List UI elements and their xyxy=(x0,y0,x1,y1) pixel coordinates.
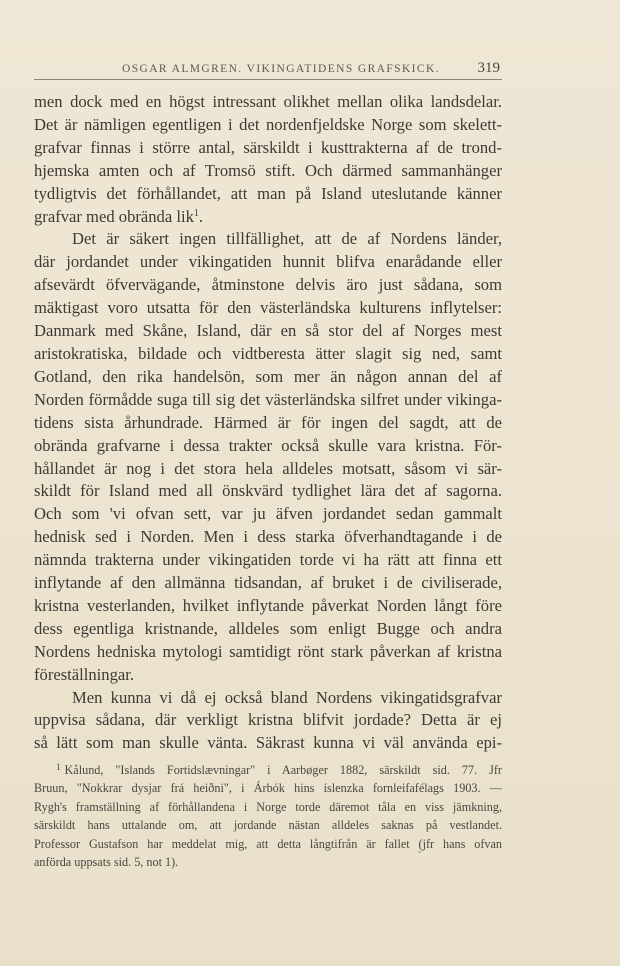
text-line: Och som 'vi ofvan sett, var ju äfven jordandet sedan gammalt xyxy=(34,504,502,524)
footnotes xyxy=(34,758,502,871)
text-line: hållandet är nog i det stora hela alldeles motsatt, såsom vi sär- xyxy=(34,458,502,478)
text-line: men dock med en högst intressant olikhet mellan olika landsdelar. xyxy=(34,92,502,111)
footnote-line: Rygh's framställning af förhållandena i Norge torde däremot tåla en viss jämkning, xyxy=(34,799,502,814)
footnote-line-content: Kålund, "Islands Fortidslævningar" i Aarbøger 1882, särskildt sid. 77. Jfr xyxy=(64,763,502,777)
text-line: tidens sista århundrade. Härmed är för ingen del sagdt, att de xyxy=(34,412,502,432)
text-line: så lätt som man skulle vänta. Säkrast kunna vi väl använda epi- xyxy=(34,733,502,753)
text-line-content: grafvar med obrända lik xyxy=(34,206,194,226)
text-line: obrända grafvarne i dessa trakter också skulle vara kristna. För- xyxy=(34,435,502,455)
footnote-number: 1 xyxy=(56,762,61,772)
text-line: afsevärdt öfvervägande, åtminstone delvis äro just sådana, som xyxy=(34,275,502,295)
page-header xyxy=(34,60,502,80)
footnote-reference-tail: . xyxy=(198,206,204,226)
text-line: hednisk sed i Norden. Men i dess starka öfverhandtagande i de xyxy=(34,527,502,547)
text-line: kristna vesterlanden, hvilket inflytande påverkat Norden långt före xyxy=(34,595,502,615)
running-head: OSGAR ALMGREN. VIKINGATIDENS GRAFSKICK. xyxy=(122,63,440,75)
text-line: grafvar finnas i större antal, särskildt i kusttrakterna af de trond- xyxy=(34,137,502,157)
text-line: Nordens hedniska mytologi samtidigt rönt stark påverkan af kristna xyxy=(34,641,502,661)
text-line: Norden förmådde suga till sig det västerländska silfret under vikinga- xyxy=(34,389,502,409)
text-line: dess egentliga kristnande, alldeles som enligt Bugge och andra xyxy=(34,618,502,638)
text-line: nämnda trakterna under vikingatiden torde vi ha rätt att finna ett xyxy=(34,550,502,570)
text-line: skildt för Island med all önskvärd tydlighet lära det af sagorna. xyxy=(34,481,502,501)
footnote-line: Professor Gustafson har meddelat mig, att detta långtifrån är fallet (jfr hans ofvan xyxy=(34,836,502,851)
footnote-line: anförda uppsats sid. 5, not 1). xyxy=(34,855,179,870)
text-line: aristokratiska, bildade och vidtberesta ätter slagit sig ned, samt xyxy=(34,343,502,363)
text-line: föreställningar. xyxy=(34,664,134,684)
body-text xyxy=(34,91,502,755)
footnote-line: särskildt hans uttalande om, att jordande nästan alldeles saknas på vestlandet. xyxy=(34,818,502,833)
text-line: inflytande af den allmänna tidsandan, af bruket i de civiliserade, xyxy=(34,573,502,593)
page-number: 319 xyxy=(477,60,500,76)
header-rule xyxy=(34,79,502,80)
text-line: tydligtvis det förhållandet, att man på Island uteslutande känner xyxy=(34,183,502,203)
paper-speck xyxy=(418,851,421,853)
text-line: där jordandet under vikingatiden hunnit blifva enarådande eller xyxy=(34,252,502,272)
footnote-line xyxy=(34,758,502,779)
text-line: Men kunna vi då ej också bland Nordens vikingatidsgrafvar xyxy=(72,687,502,707)
footnote-reference: 1 xyxy=(193,207,199,219)
text-line: Det är säkert ingen tillfällighet, att de af Nordens länder, xyxy=(72,229,502,249)
text-line: uppvisa sådana, där verkligt kristna blifvit jordade? Detta är ej xyxy=(34,710,502,730)
text-line xyxy=(34,206,502,229)
text-line: Gotland, den rika handelsön, som mer än någon annan del af xyxy=(34,366,502,386)
text-line: hjemska amten och af Tromsö stift. Och därmed sammanhänger xyxy=(34,160,502,180)
text-line: Det är nämligen egentligen i det nordenfjeldske Norge som skelett- xyxy=(34,114,502,134)
footnote-line: Bruun, "Nokkrar dysjar frá heiðni", i Árbók hins íslenzka fornleifafélags 1903. — xyxy=(34,781,502,796)
text-line: Danmark med Skåne, Island, där en så stor del af Norges mest xyxy=(34,321,502,341)
text-line: mäktigast voro utsatta för den västerländska kulturens inflytelser: xyxy=(34,298,502,318)
